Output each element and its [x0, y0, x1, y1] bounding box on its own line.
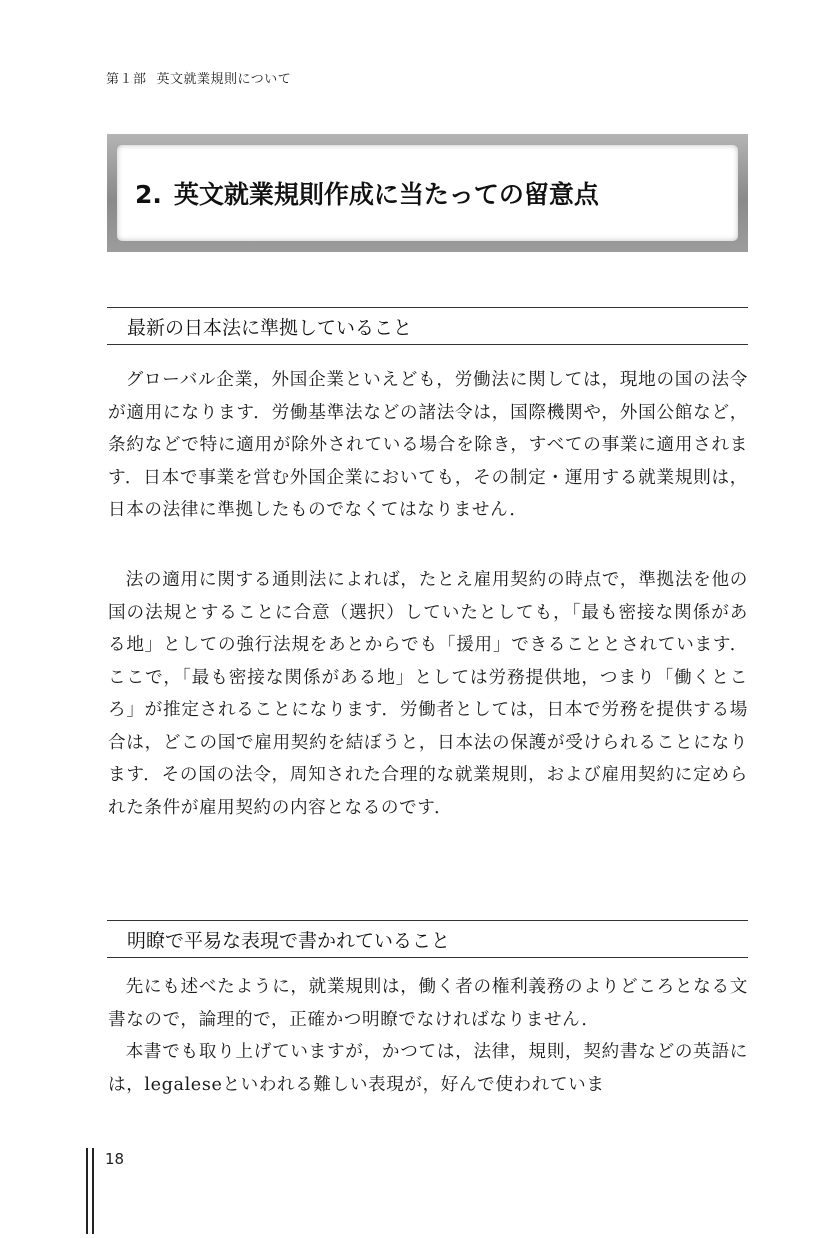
footer-rule-right [92, 1148, 94, 1234]
paragraph: 先にも述べたように，就業規則は，働く者の権利義務のよりどころとなる文書なので，論理的で，正確かつ明瞭でなければなりません． [108, 977, 748, 1030]
chapter-number: 2. [135, 180, 162, 209]
running-head-title: 英文就業規則について [156, 72, 292, 87]
chapter-title-text: 英文就業規則作成に当たっての留意点 [173, 180, 599, 209]
running-head-part: 第１部 [106, 72, 147, 87]
page-number: 18 [105, 1150, 125, 1168]
paragraph: 本書でも取り上げていますが，かつては，法律，規則，契約書などの英語には，legaleseといわれる難しい表現が，好んで使われていま [108, 1042, 748, 1095]
chapter-banner [107, 134, 748, 252]
running-head [106, 68, 291, 87]
chapter-title [135, 175, 599, 211]
section-heading-japanese-law: 最新の日本法に準拠していること [107, 307, 748, 345]
chapter-panel [117, 145, 738, 241]
paragraph: 法の適用に関する通則法によれば，たとえ雇用契約の時点で，準拠法を他の国の法規とすることに合意（選択）していたとしても，「最も密接な関係がある地」としての強行法規をあとからでも「援用」できることとされています．ここで，「最も密接な関係がある地」としては労務提供地，つまり「働くところ」が推定されることになります．労働者としては，日本で労務を提供する場合は，どこの国で雇用契約を結ぼうと，日本法の保護が受けられることになります．その国の法令，周知された合理的な就業規則，および雇用契約に定められた条件が雇用契約の内容となるのです． [108, 570, 748, 818]
footer-rule-left [86, 1148, 88, 1234]
paragraph: グローバル企業，外国企業といえども，労働法に関しては，現地の国の法令が適用になります．労働基準法などの諸法令は，国際機関や，外国公館など，条約などで特に適用が除外されている場合を除き，すべての事業に適用されます．日本で事業を営む外国企業においても，その制定・運用する就業規則は，日本の法律に準拠したものでなくてはなりません． [108, 370, 748, 520]
section-heading-plain-expression: 明瞭で平易な表現で書かれていること [107, 920, 748, 958]
